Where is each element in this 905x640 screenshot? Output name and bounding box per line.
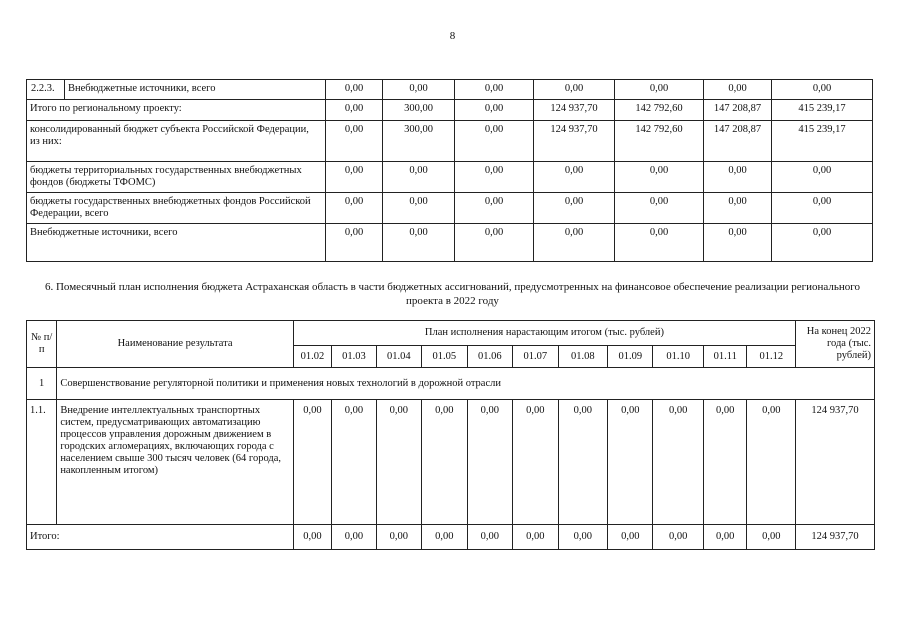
monthly-plan-table: [26, 320, 875, 550]
month-header: 01.02: [293, 346, 331, 368]
cell-value: 0,00: [326, 162, 383, 193]
cell-value: 0,00: [704, 162, 772, 193]
cell-value: 0,00: [326, 224, 383, 262]
cell-value: 0,00: [383, 224, 455, 262]
cell-value: 0,00: [326, 80, 383, 100]
month-header: 01.03: [332, 346, 376, 368]
row-label: бюджеты территориальных государственных внебюджетных фондов (бюджеты ТФОМС): [27, 162, 326, 193]
cell-value: 0,00: [455, 100, 534, 121]
cell-value: 300,00: [383, 100, 455, 121]
header-year-end: На конец 2022 года (тыс. рублей): [796, 321, 875, 368]
cell-value: 0,00: [747, 525, 796, 550]
month-header: 01.08: [558, 346, 608, 368]
cell-value: 0,00: [383, 80, 455, 100]
table-row: [27, 224, 873, 262]
cell-value: 0,00: [704, 80, 772, 100]
table-row: [27, 100, 873, 121]
cell-value: 0,00: [615, 80, 704, 100]
cell-value: 0,00: [704, 400, 747, 525]
cell-value: 0,00: [326, 100, 383, 121]
cell-value: 0,00: [534, 162, 615, 193]
cell-value: 0,00: [653, 525, 704, 550]
cell-value: 0,00: [747, 400, 796, 525]
table-row: [27, 162, 873, 193]
cell-value: 0,00: [558, 525, 608, 550]
row-label: Итого по региональному проекту:: [27, 100, 326, 121]
cell-value: 0,00: [615, 162, 704, 193]
cell-value: 0,00: [534, 224, 615, 262]
cell-value: 0,00: [615, 193, 704, 224]
cell-value: 415 239,17: [772, 100, 873, 121]
cell-total: 124 937,70: [796, 525, 875, 550]
cell-value: 300,00: [383, 121, 455, 162]
cell-value: 0,00: [455, 162, 534, 193]
item-num: 1.1.: [27, 400, 57, 525]
cell-value: 142 792,60: [615, 121, 704, 162]
cell-value: 0,00: [653, 400, 704, 525]
cell-value: 0,00: [704, 193, 772, 224]
table-row: [27, 193, 873, 224]
cell-value: 147 208,87: [704, 100, 772, 121]
cell-value: 124 937,70: [534, 100, 615, 121]
cell-value: 0,00: [293, 525, 331, 550]
cell-value: 0,00: [383, 162, 455, 193]
cell-value: 0,00: [326, 193, 383, 224]
month-header: 01.06: [467, 346, 512, 368]
cell-value: 0,00: [534, 193, 615, 224]
header-row: [27, 321, 875, 346]
month-header: 01.05: [422, 346, 467, 368]
page-number: 8: [449, 30, 456, 42]
row-label: Внебюджетные источники, всего: [65, 80, 326, 100]
cell-value: 415 239,17: [772, 121, 873, 162]
header-num: № п/п: [27, 321, 57, 368]
section-num: 1: [27, 368, 57, 400]
header-name: Наименование результата: [57, 321, 293, 368]
cell-value: 0,00: [455, 193, 534, 224]
item-name: Внедрение интеллектуальных транспортных систем, предусматривающих автоматизацию процессов управления дорожным движением в городских агломерациях, включающих города с населением свыше 300 тысяч человек (64 города, накопленным итогом): [57, 400, 293, 525]
cell-value: 0,00: [615, 224, 704, 262]
month-header: 01.11: [704, 346, 747, 368]
cell-value: 0,00: [467, 400, 512, 525]
cell-value: 0,00: [608, 400, 653, 525]
month-header: 01.09: [608, 346, 653, 368]
cell-value: 0,00: [332, 525, 376, 550]
row-label: консолидированный бюджет субъекта Российской Федерации, из них:: [27, 121, 326, 162]
cell-value: 142 792,60: [615, 100, 704, 121]
month-header: 01.07: [513, 346, 558, 368]
cell-value: 0,00: [326, 121, 383, 162]
cell-value: 0,00: [772, 80, 873, 100]
cell-value: 0,00: [534, 80, 615, 100]
cell-value: 0,00: [772, 193, 873, 224]
month-header: 01.12: [747, 346, 796, 368]
cell-value: 0,00: [376, 525, 421, 550]
cell-value: 0,00: [704, 525, 747, 550]
cell-value: 0,00: [558, 400, 608, 525]
budget-table: [26, 79, 873, 262]
cell-value: 0,00: [513, 525, 558, 550]
cell-value: 0,00: [422, 525, 467, 550]
cell-value: 0,00: [772, 162, 873, 193]
cell-value: 0,00: [608, 525, 653, 550]
section-row: [27, 368, 875, 400]
cell-value: 0,00: [467, 525, 512, 550]
total-row: [27, 525, 875, 550]
cell-value: 0,00: [422, 400, 467, 525]
row-code: 2.2.3.: [27, 80, 65, 100]
cell-value: 0,00: [383, 193, 455, 224]
cell-value: 0,00: [455, 224, 534, 262]
section-title: Совершенствование регуляторной политики и применения новых технологий в дорожной отрасли: [57, 368, 875, 400]
cell-value: 0,00: [513, 400, 558, 525]
table-row: [27, 80, 873, 100]
cell-value: 0,00: [704, 224, 772, 262]
total-label: Итого:: [27, 525, 294, 550]
cell-value: 124 937,70: [534, 121, 615, 162]
cell-total: 124 937,70: [796, 400, 875, 525]
header-plan: План исполнения нарастающим итогом (тыс. рублей): [293, 321, 795, 346]
month-header: 01.10: [653, 346, 704, 368]
section-heading: 6. Помесячный план исполнения бюджета Астраханская область в части бюджетных ассигнований, предусмотренных на финансовое обеспечение реализации регионального проекта в 2022 году: [44, 281, 861, 307]
cell-value: 147 208,87: [704, 121, 772, 162]
cell-value: 0,00: [376, 400, 421, 525]
cell-value: 0,00: [293, 400, 331, 525]
cell-value: 0,00: [332, 400, 376, 525]
cell-value: 0,00: [772, 224, 873, 262]
row-label: бюджеты государственных внебюджетных фондов Российской Федерации, всего: [27, 193, 326, 224]
cell-value: 0,00: [455, 121, 534, 162]
row-label: Внебюджетные источники, всего: [27, 224, 326, 262]
cell-value: 0,00: [455, 80, 534, 100]
month-header: 01.04: [376, 346, 421, 368]
table-row: [27, 121, 873, 162]
table-row: [27, 400, 875, 525]
